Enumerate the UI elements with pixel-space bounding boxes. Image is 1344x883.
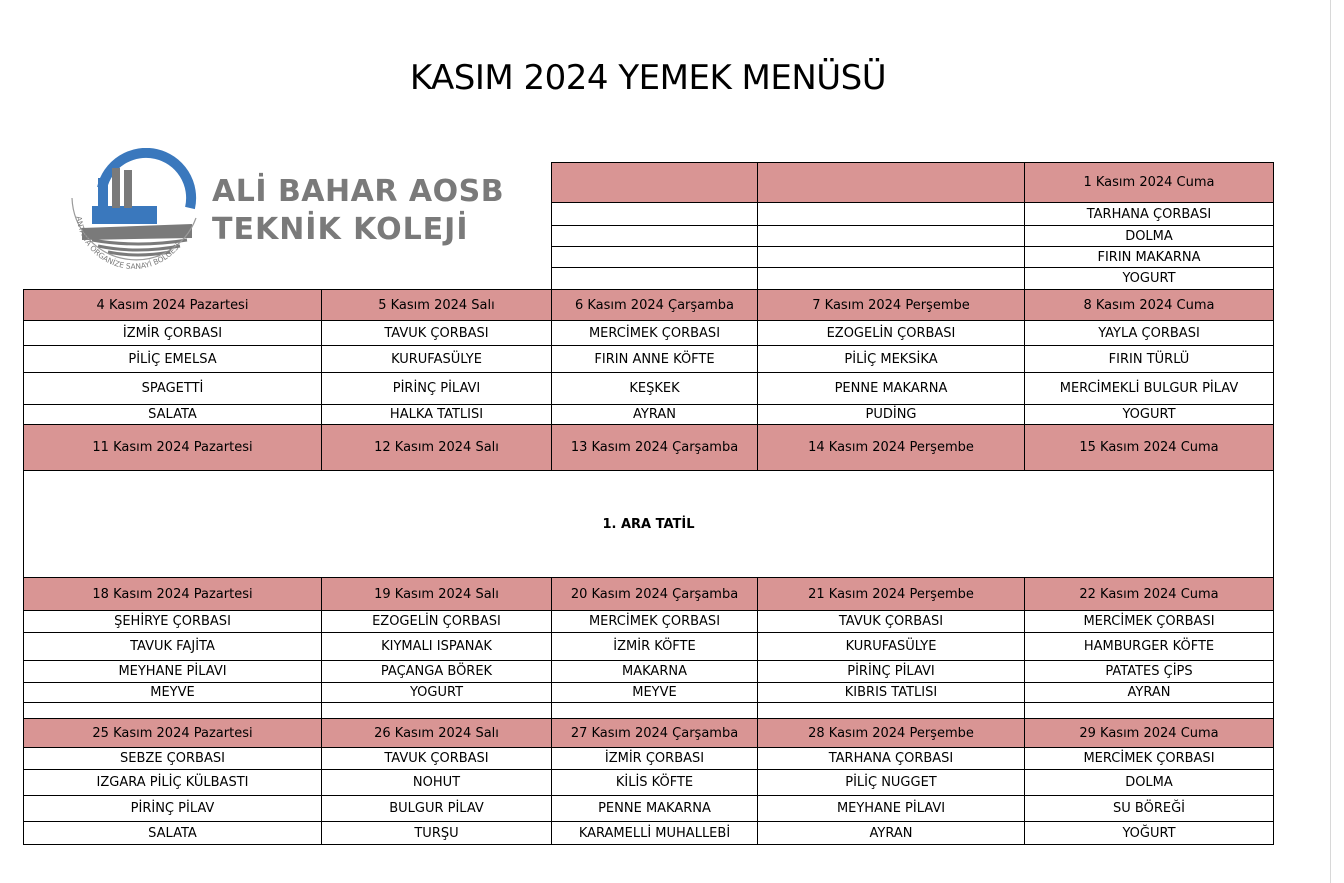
menu-cell: FIRIN TÜRLÜ xyxy=(1025,346,1274,373)
menu-cell: PUDİNG xyxy=(758,405,1025,425)
day-header: 11 Kasım 2024 Pazartesi xyxy=(24,425,322,471)
week4-row xyxy=(24,748,1274,770)
week0-row xyxy=(24,247,1274,268)
day-header: 1 Kasım 2024 Cuma xyxy=(1025,163,1274,203)
menu-cell: KIYMALI ISPANAK xyxy=(322,633,552,661)
menu-cell: SALATA xyxy=(24,822,322,845)
week4-row xyxy=(24,770,1274,796)
day-header: 12 Kasım 2024 Salı xyxy=(322,425,552,471)
menu-table xyxy=(23,162,1274,845)
day-header: 29 Kasım 2024 Cuma xyxy=(1025,719,1274,748)
menu-cell: MERCİMEKLİ BULGUR PİLAV xyxy=(1025,373,1274,405)
day-header: 5 Kasım 2024 Salı xyxy=(322,290,552,321)
menu-cell: PİRİNÇ PİLAVI xyxy=(758,661,1025,683)
week1-header-row xyxy=(24,290,1274,321)
week3-row xyxy=(24,661,1274,683)
day-header: 20 Kasım 2024 Çarşamba xyxy=(552,578,758,611)
week3-row xyxy=(24,633,1274,661)
menu-cell: TAVUK ÇORBASI xyxy=(322,748,552,770)
day-header: 26 Kasım 2024 Salı xyxy=(322,719,552,748)
week3-header-row xyxy=(24,578,1274,611)
week1-row xyxy=(24,405,1274,425)
menu-cell: IZGARA PİLİÇ KÜLBASTI xyxy=(24,770,322,796)
menu-cell: KARAMELLİ MUHALLEBİ xyxy=(552,822,758,845)
day-header: 25 Kasım 2024 Pazartesi xyxy=(24,719,322,748)
menu-cell: BULGUR PİLAV xyxy=(322,796,552,822)
day-header: 19 Kasım 2024 Salı xyxy=(322,578,552,611)
day-header: 27 Kasım 2024 Çarşamba xyxy=(552,719,758,748)
menu-cell: AYRAN xyxy=(758,822,1025,845)
page-title: KASIM 2024 YEMEK MENÜSÜ xyxy=(409,58,887,98)
menu-cell: FIRIN MAKARNA xyxy=(1025,247,1274,268)
menu-cell: MERCİMEK ÇORBASI xyxy=(1025,611,1274,633)
week3-row xyxy=(24,683,1274,703)
menu-cell: MAKARNA xyxy=(552,661,758,683)
menu-cell: YOGURT xyxy=(1025,268,1274,290)
week4-header-row xyxy=(24,719,1274,748)
menu-cell: TURŞU xyxy=(322,822,552,845)
week2-header-row xyxy=(24,425,1274,471)
menu-cell: İZMİR KÖFTE xyxy=(552,633,758,661)
menu-cell: NOHUT xyxy=(322,770,552,796)
day-header: 15 Kasım 2024 Cuma xyxy=(1025,425,1274,471)
menu-cell: DOLMA xyxy=(1025,226,1274,247)
week1-row xyxy=(24,321,1274,346)
week0-header-row xyxy=(24,163,1274,203)
menu-cell: EZOGELİN ÇORBASI xyxy=(758,321,1025,346)
day-header: 28 Kasım 2024 Perşembe xyxy=(758,719,1025,748)
menu-cell: KİLİS KÖFTE xyxy=(552,770,758,796)
menu-cell: MERCİMEK ÇORBASI xyxy=(552,611,758,633)
menu-cell: ŞEHİRYE ÇORBASI xyxy=(24,611,322,633)
menu-cell: YOGURT xyxy=(322,683,552,703)
day-header: 8 Kasım 2024 Cuma xyxy=(1025,290,1274,321)
logo-arc-text: ANTALYA ORGANİZE SANAYİ BÖLGESİ xyxy=(74,215,183,271)
day-header: 13 Kasım 2024 Çarşamba xyxy=(552,425,758,471)
menu-cell: KIBRIS TATLISI xyxy=(758,683,1025,703)
day-header: 21 Kasım 2024 Perşembe xyxy=(758,578,1025,611)
menu-cell: PENNE MAKARNA xyxy=(758,373,1025,405)
menu-cell: İZMİR ÇORBASI xyxy=(24,321,322,346)
week4-row xyxy=(24,822,1274,845)
menu-cell: TARHANA ÇORBASI xyxy=(1025,203,1274,226)
menu-cell: SALATA xyxy=(24,405,322,425)
menu-cell: PENNE MAKARNA xyxy=(552,796,758,822)
menu-cell: İZMİR ÇORBASI xyxy=(552,748,758,770)
day-header: 14 Kasım 2024 Perşembe xyxy=(758,425,1025,471)
menu-cell: TAVUK ÇORBASI xyxy=(322,321,552,346)
logo-line-1: ALİ BAHAR AOSB xyxy=(212,174,505,209)
menu-cell: TARHANA ÇORBASI xyxy=(758,748,1025,770)
menu-cell: SEBZE ÇORBASI xyxy=(24,748,322,770)
week3-row xyxy=(24,611,1274,633)
menu-cell: PİLİÇ NUGGET xyxy=(758,770,1025,796)
week0-row xyxy=(24,203,1274,226)
menu-cell: TAVUK FAJİTA xyxy=(24,633,322,661)
menu-cell: PİLİÇ MEKSİKA xyxy=(758,346,1025,373)
menu-cell: MERCİMEK ÇORBASI xyxy=(1025,748,1274,770)
logo-line-2: TEKNİK KOLEJİ xyxy=(212,212,469,247)
menu-cell: MEYHANE PİLAVI xyxy=(758,796,1025,822)
holiday-note: 1. ARA TATİL xyxy=(24,471,1274,578)
menu-cell: AYRAN xyxy=(552,405,758,425)
week0-row xyxy=(24,268,1274,290)
menu-cell: PİRİNÇ PİLAV xyxy=(24,796,322,822)
spacer-row xyxy=(24,703,1274,719)
menu-cell: HAMBURGER KÖFTE xyxy=(1025,633,1274,661)
menu-cell: SU BÖREĞİ xyxy=(1025,796,1274,822)
menu-cell: SPAGETTİ xyxy=(24,373,322,405)
menu-cell: TAVUK ÇORBASI xyxy=(758,611,1025,633)
menu-cell: PİLİÇ EMELSA xyxy=(24,346,322,373)
day-header: 22 Kasım 2024 Cuma xyxy=(1025,578,1274,611)
menu-cell: PAÇANGA BÖREK xyxy=(322,661,552,683)
week1-row xyxy=(24,346,1274,373)
menu-cell: FIRIN ANNE KÖFTE xyxy=(552,346,758,373)
menu-cell: KURUFASÜLYE xyxy=(322,346,552,373)
menu-cell: HALKA TATLISI xyxy=(322,405,552,425)
day-header: 7 Kasım 2024 Perşembe xyxy=(758,290,1025,321)
day-header: 6 Kasım 2024 Çarşamba xyxy=(552,290,758,321)
menu-cell: YAYLA ÇORBASI xyxy=(1025,321,1274,346)
day-header: 18 Kasım 2024 Pazartesi xyxy=(24,578,322,611)
holiday-row xyxy=(24,471,1274,578)
page-edge-line xyxy=(1330,0,1331,883)
menu-cell: MERCİMEK ÇORBASI xyxy=(552,321,758,346)
menu-cell: AYRAN xyxy=(1025,683,1274,703)
day-header: 4 Kasım 2024 Pazartesi xyxy=(24,290,322,321)
menu-cell: DOLMA xyxy=(1025,770,1274,796)
menu-cell: YOGURT xyxy=(1025,405,1274,425)
menu-cell: KEŞKEK xyxy=(552,373,758,405)
menu-cell: PATATES ÇİPS xyxy=(1025,661,1274,683)
menu-cell: KURUFASÜLYE xyxy=(758,633,1025,661)
week0-row xyxy=(24,226,1274,247)
menu-cell: EZOGELİN ÇORBASI xyxy=(322,611,552,633)
menu-cell: PİRİNÇ PİLAVI xyxy=(322,373,552,405)
menu-cell: MEYVE xyxy=(552,683,758,703)
menu-cell: MEYHANE PİLAVI xyxy=(24,661,322,683)
menu-cell: YOĞURT xyxy=(1025,822,1274,845)
week4-row xyxy=(24,796,1274,822)
menu-cell: MEYVE xyxy=(24,683,322,703)
week1-row xyxy=(24,373,1274,405)
